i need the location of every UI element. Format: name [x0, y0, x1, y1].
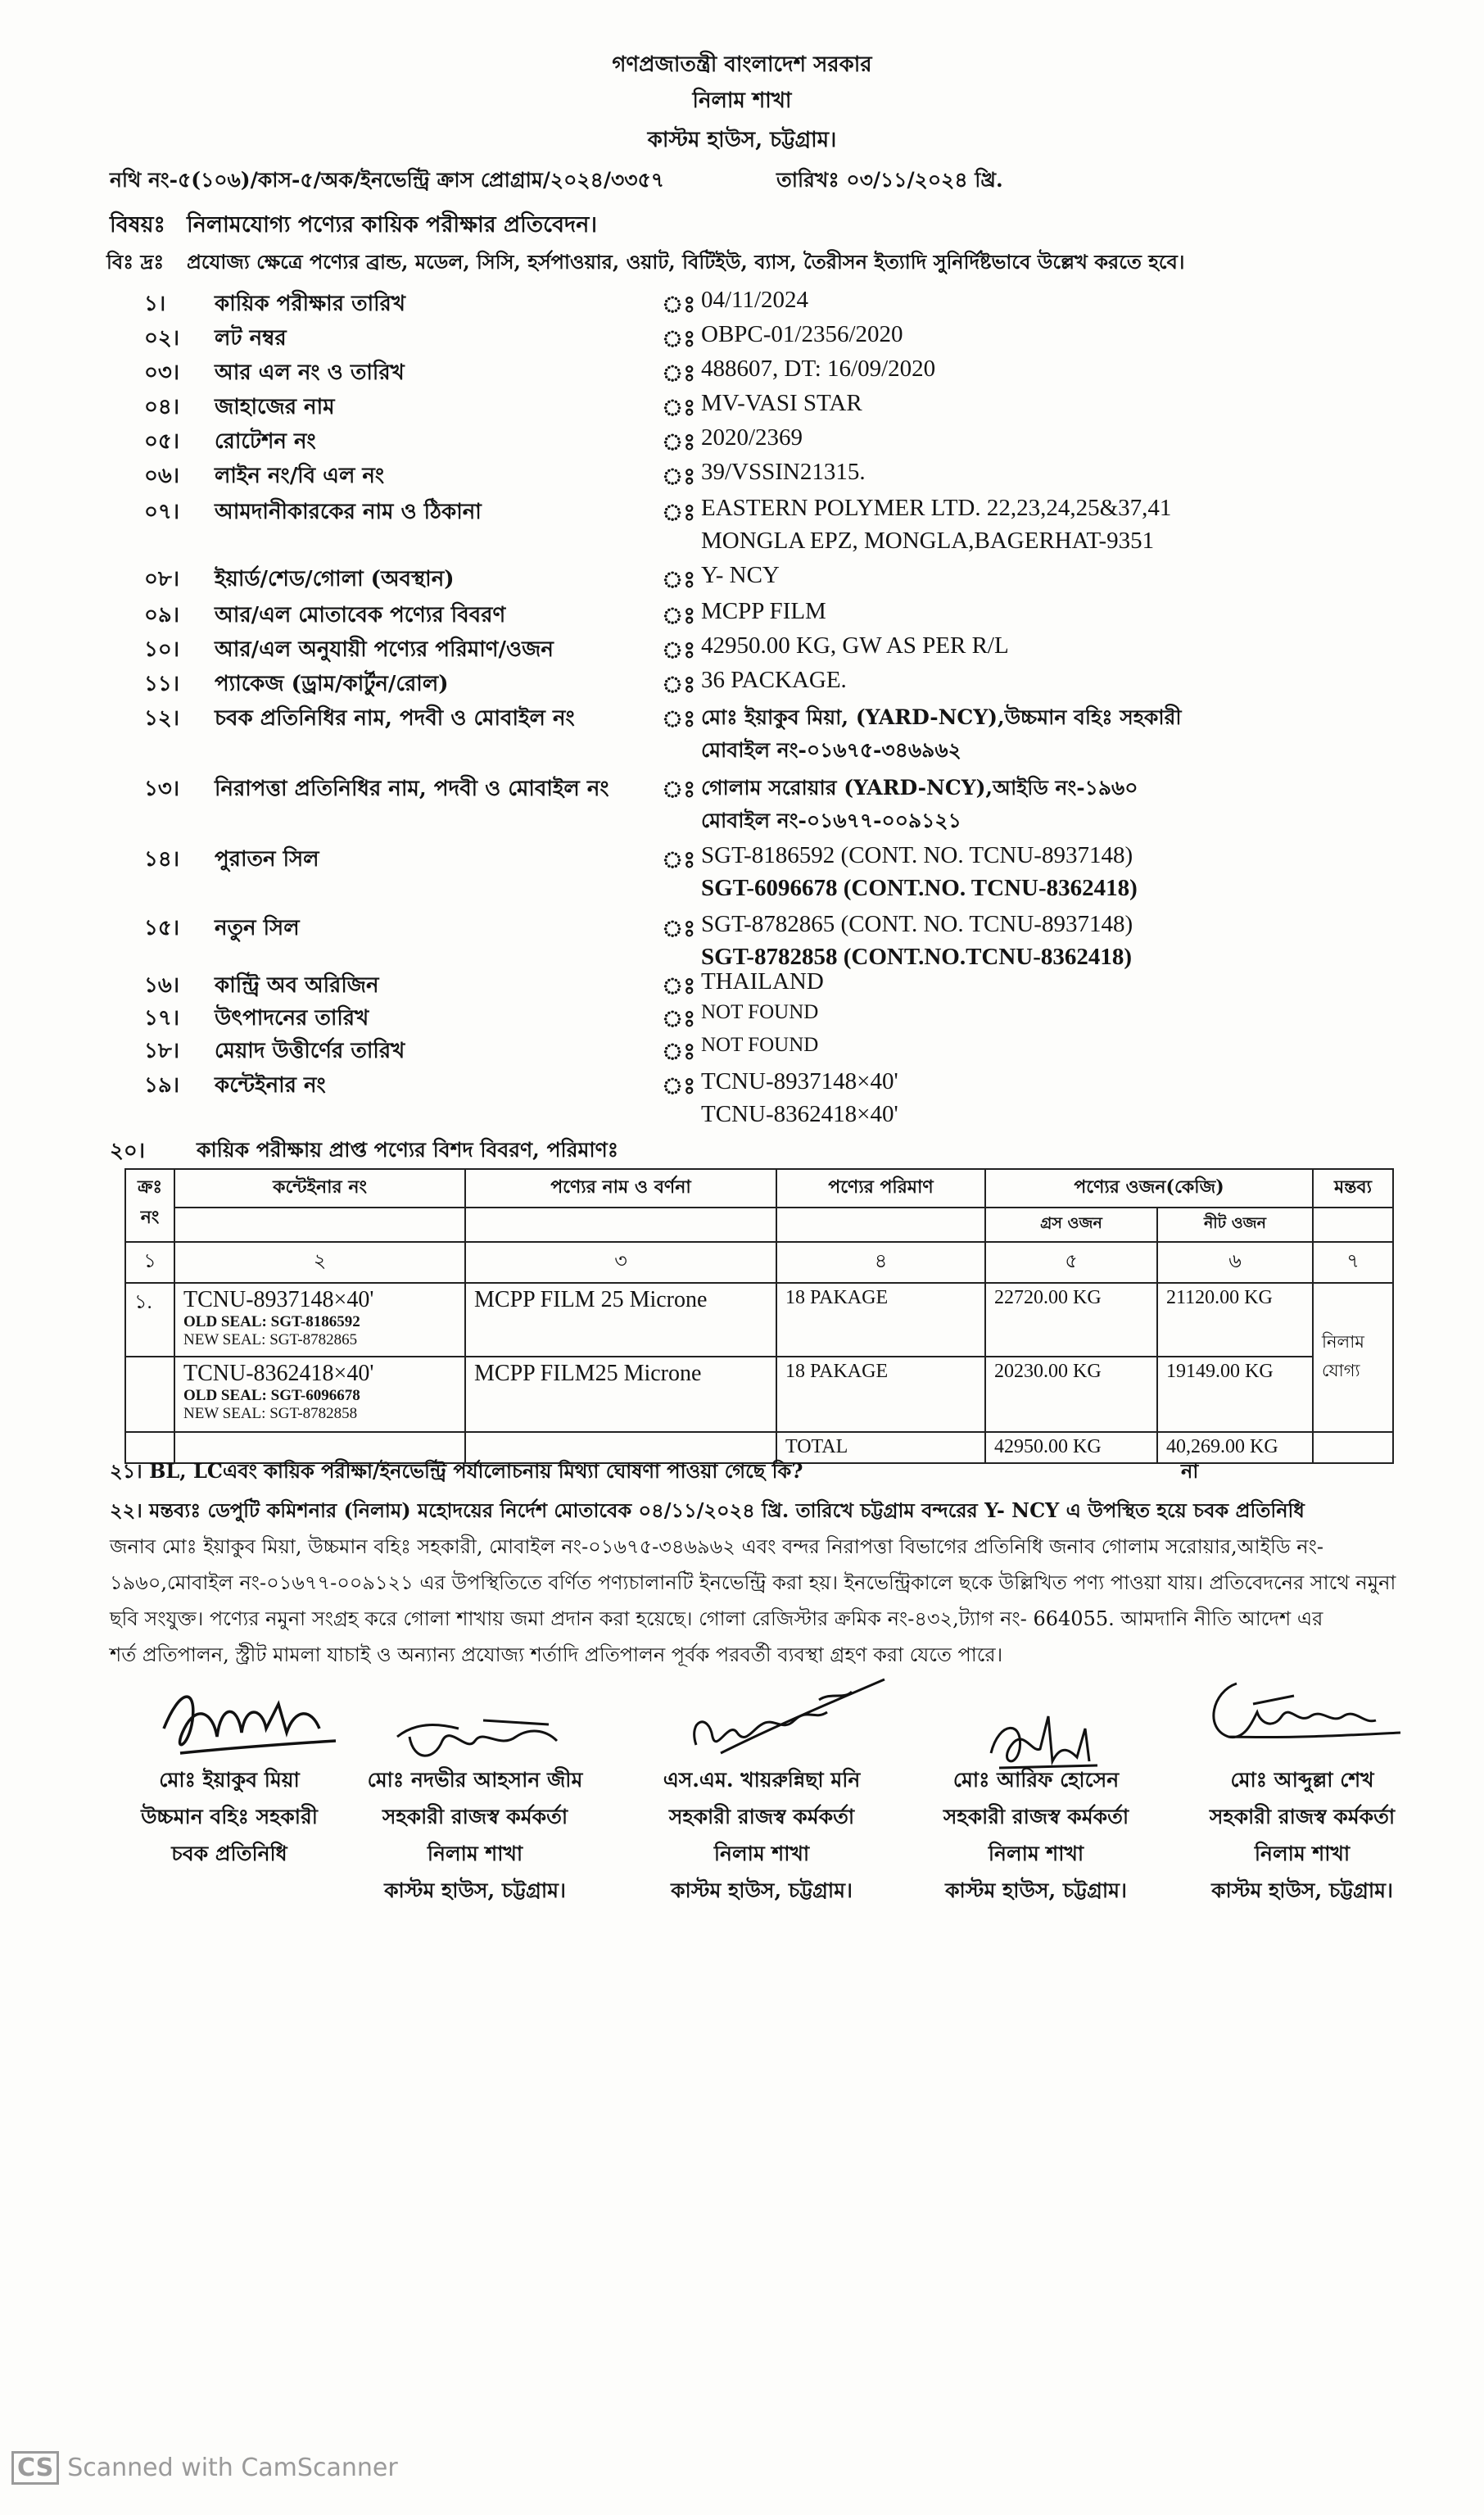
item22-line: জনাব মোঃ ইয়াকুব মিয়া, উচ্চমান বহিঃ সহকারী, মোবাইল নং-০১৬৭৫-৩৪৬৯৬২ এবং বন্দর নিরাপত্তা বিভাগের প্রতিনিধি জনাব গোলাম সরোয়ার,আইডি নং-	[110, 1535, 1324, 1558]
col-header-qty: পণ্যের পরিমাণ	[776, 1169, 985, 1208]
table-header-row	[125, 1169, 1393, 1208]
field-value: MV-VASI STAR	[701, 390, 862, 416]
field-value: TCNU-8937148×40'	[701, 1068, 898, 1094]
field-label: লাইন নং/বি এল নং	[215, 464, 385, 488]
signatory-block	[1171, 1761, 1433, 1909]
table-colnum-row	[125, 1242, 1393, 1283]
field-value: গোলাম সরোয়ার (YARD-NCY),আইডি নং-১৯৬০	[701, 776, 1138, 800]
field-value: OBPC-01/2356/2020	[701, 321, 903, 347]
field-number: ০৮।	[144, 567, 180, 591]
field-colon: ঃ	[662, 428, 696, 455]
row-sl: ১.	[125, 1283, 174, 1357]
row-net: 21120.00 KG	[1157, 1283, 1313, 1357]
field-number: ১৪।	[144, 847, 180, 872]
field-value: 42950.00 KG, GW AS PER R/L	[701, 632, 1009, 659]
old-seal: OLD SEAL: SGT-6096678	[183, 1387, 360, 1404]
field-label: মেয়াদ উত্তীর্ণের তারিখ	[215, 1039, 405, 1063]
field-colon: ঃ	[662, 972, 696, 999]
reference-number: নথি নং-৫(১০৬)/কাস-৫/অক/ইনভেন্ট্রি ক্রাস প্রোগ্রাম/২০২৪/৩৩৫৭	[110, 168, 665, 192]
field-value: SGT-8782865 (CONT. NO. TCNU-8937148)	[701, 911, 1133, 937]
field-value: 39/VSSIN21315.	[701, 459, 866, 485]
row-container	[174, 1357, 465, 1432]
field-colon: ঃ	[662, 846, 696, 873]
field-number: ১২।	[144, 706, 180, 731]
field-number: ০৩।	[144, 360, 180, 385]
row-gross: 22720.00 KG	[985, 1283, 1157, 1357]
signatory-name: মোঃ আব্দুল্লা শেখ	[1230, 1768, 1374, 1792]
note-label: বিঃ দ্রঃ	[106, 250, 165, 274]
field-value: SGT-6096678 (CONT.NO. TCNU-8362418)	[701, 875, 1138, 901]
new-seal: NEW SEAL: SGT-8782865	[183, 1331, 358, 1348]
row-container	[174, 1283, 465, 1357]
field-label: নতুন সিল	[215, 916, 300, 940]
branch-name: নিলাম শাখা	[692, 88, 792, 113]
field-number: ১৫।	[144, 916, 180, 940]
field-label: আর/এল অনুযায়ী পণ্যের পরিমাণ/ওজন	[215, 637, 554, 662]
field-label: ইয়ার্ড/শেড/গোলা (অবস্থান)	[215, 567, 455, 591]
field-number: ০২।	[144, 326, 180, 351]
table-row	[125, 1357, 1393, 1432]
scanner-watermark	[11, 2451, 398, 2485]
office-name: কাস্টম হাউস, চট্টগ্রাম।	[647, 128, 837, 152]
field-value: EASTERN POLYMER LTD. 22,23,24,25&37,41	[701, 495, 1172, 521]
field-number: ১৮।	[144, 1039, 180, 1063]
field-label: আর এল নং ও তারিখ	[215, 360, 405, 385]
field-label: আমদানীকারকের নাম ও ঠিকানা	[215, 500, 482, 524]
signatory-title: সহকারী রাজস্ব কর্মকর্তা	[943, 1805, 1129, 1828]
field-label: নিরাপত্তা প্রতিনিধির নাম, পদবী ও মোবাইল নং	[215, 777, 609, 801]
signatory-dept: নিলাম শাখা	[427, 1842, 523, 1865]
field-colon: ঃ	[662, 360, 696, 387]
field-value: 36 PACKAGE.	[701, 667, 847, 693]
field-value: NOT FOUND	[701, 1001, 819, 1023]
total-gross: 42950.00 KG	[985, 1432, 1157, 1463]
field-colon: ঃ	[662, 394, 696, 421]
field-colon: ঃ	[662, 1038, 696, 1065]
row-goods: MCPP FILM 25 Microne	[465, 1283, 776, 1357]
field-value: 04/11/2024	[701, 287, 809, 313]
signatory-office: কাস্টম হাউস, চট্টগ্রাম।	[945, 1878, 1127, 1902]
field-label: জাহাজের নাম	[215, 395, 335, 419]
signatory-name: মোঃ নদভীর আহসান জীম	[367, 1768, 583, 1792]
field-colon: ঃ	[662, 566, 696, 593]
signatory-title: সহকারী রাজস্ব কর্মকর্তা	[382, 1805, 568, 1828]
total-label: TOTAL	[776, 1432, 985, 1463]
old-seal: OLD SEAL: SGT-8186592	[183, 1313, 360, 1330]
field-number: ০৪।	[144, 395, 180, 419]
colnum: ৬	[1157, 1242, 1313, 1283]
goods-table	[124, 1168, 1394, 1464]
signatory-dept: নিলাম শাখা	[713, 1842, 810, 1865]
item22-line: ১৯৬০,মোবাইল নং-০১৬৭৭-০০৯১২১ এর উপস্থিতিতে বর্ণিত পণ্যচালানটি ইনভেন্ট্রি করা হয়। ইনভেন্ট্রিকালে ছকে উল্লিখিত পণ্য পাওয়া যায়। প্রতিবেদনের সাথে নমুনা	[110, 1571, 1396, 1594]
col-header-container: কন্টেইনার নং	[174, 1169, 465, 1208]
signatory-title: উচ্চমান বহিঃ সহকারী	[141, 1805, 318, 1828]
colnum: ৩	[465, 1242, 776, 1283]
row-sl	[125, 1357, 174, 1432]
container-number: TCNU-8937148×40'	[183, 1287, 374, 1312]
total-net: 40,269.00 KG	[1157, 1432, 1313, 1463]
signatory-dept: চবক প্রতিনিধি	[171, 1842, 287, 1865]
table-subheader-row	[125, 1208, 1393, 1242]
signatory-dept: নিলাম শাখা	[1254, 1842, 1351, 1865]
signature-3	[672, 1671, 901, 1770]
field-label: উৎপাদনের তারিখ	[215, 1006, 369, 1031]
field-value: NOT FOUND	[701, 1034, 819, 1056]
field-colon: ঃ	[662, 1072, 696, 1099]
field-label: চবক প্রতিনিধির নাম, পদবী ও মোবাইল নং	[215, 706, 575, 731]
field-number: ১৯।	[144, 1073, 180, 1098]
field-label: কান্ট্রি অব অরিজিন	[215, 973, 379, 998]
col-header-goods: পণ্যের নাম ও বর্ণনা	[465, 1169, 776, 1208]
field-value: মোঃ ইয়াকুব মিয়া, (YARD-NCY),উচ্চমান বহিঃ সহকারী	[701, 705, 1182, 729]
scanner-text: Scanned with CamScanner	[67, 2454, 398, 2482]
subject-label: বিষয়ঃ	[110, 212, 165, 238]
field-value: MCPP FILM	[701, 598, 826, 624]
item21-question: ২১। BL, LCএবং কায়িক পরীক্ষা/ইনভেন্ট্রি পর্যালোচনায় মিথ্যা ঘোষণা পাওয়া গেছে কি?	[110, 1459, 803, 1483]
field-value: THAILAND	[701, 968, 824, 995]
signatory-block	[106, 1761, 352, 1872]
field-label: কন্টেইনার নং	[215, 1073, 326, 1098]
section20-number: ২০।	[110, 1139, 146, 1163]
camscanner-logo: CS	[11, 2451, 59, 2485]
signatory-title: সহকারী রাজস্ব কর্মকর্তা	[668, 1805, 855, 1828]
new-seal: NEW SEAL: SGT-8782858	[183, 1405, 358, 1422]
item22-line: শর্ত প্রতিপালন, স্ট্রীট মামলা যাচাই ও অন্যান্য প্রযোজ্য শর্তাদি প্রতিপালন পূর্বক পরবর্তী ব্যবস্থা গ্রহণ করা যেতে পারে।	[110, 1643, 1003, 1666]
signatory-office: কাস্টম হাউস, চট্টগ্রাম।	[671, 1878, 853, 1902]
item22-line: ২২। মন্তব্যঃ ডেপুটি কমিশনার (নিলাম) মহোদয়ের নির্দেশ মোতাবেক ০৪/১১/২০২৪ খ্রি. তারিখে চট্টগ্রাম বন্দরের Y- NCY এ উপস্থিত হয়ে চবক প্রতিনিধি	[110, 1498, 1305, 1522]
field-label: রোটেশন নং	[215, 429, 316, 454]
col-header-net: নীট ওজন	[1157, 1208, 1313, 1242]
field-number: ০৯।	[144, 603, 180, 628]
section20-title: কায়িক পরীক্ষায় প্রাপ্ত পণ্যের বিশদ বিবরণ, পরিমাণঃ	[197, 1138, 619, 1162]
signature-1	[147, 1671, 360, 1770]
signatory-block	[913, 1761, 1159, 1909]
field-label: কায়িক পরীক্ষার তারিখ	[215, 292, 405, 316]
row-remarks: নিলাম যোগ্য	[1313, 1283, 1393, 1432]
field-colon: ঃ	[662, 499, 696, 526]
signatory-name: মোঃ ইয়াকুব মিয়া	[159, 1768, 300, 1792]
field-label: পুরাতন সিল	[215, 847, 319, 872]
field-colon: ঃ	[662, 705, 696, 732]
signatory-block	[352, 1761, 598, 1909]
field-number: ১৩।	[144, 777, 180, 801]
signatory-dept: নিলাম শাখা	[988, 1842, 1084, 1865]
field-colon: ঃ	[662, 776, 696, 803]
field-colon: ঃ	[662, 637, 696, 664]
signature-2	[385, 1704, 573, 1770]
signatory-office: কাস্টম হাউস, চট্টগ্রাম।	[1211, 1878, 1393, 1902]
field-label: প্যাকেজ (ড্রাম/কার্টুন/রোল)	[215, 672, 449, 696]
signature-5	[1196, 1663, 1409, 1753]
field-number: ১১।	[144, 672, 180, 696]
field-label: আর/এল মোতাবেক পণ্যের বিবরণ	[215, 603, 506, 628]
field-number: ১৭।	[144, 1006, 180, 1031]
field-number: ১৬।	[144, 973, 180, 998]
field-colon: ঃ	[662, 602, 696, 629]
signatory-office: কাস্টম হাউস, চট্টগ্রাম।	[384, 1878, 566, 1902]
signatory-name: এস.এম. খায়রুন্নিছা মনি	[663, 1768, 861, 1792]
field-value: TCNU-8362418×40'	[701, 1101, 898, 1127]
field-colon: ঃ	[662, 291, 696, 318]
field-colon: ঃ	[662, 1005, 696, 1032]
field-value: Y- NCY	[701, 562, 780, 588]
field-value: 488607, DT: 16/09/2020	[701, 356, 936, 382]
signatory-name: মোঃ আরিফ হোসেন	[952, 1768, 1120, 1792]
field-colon: ঃ	[662, 463, 696, 490]
table-row	[125, 1283, 1393, 1357]
govt-title: গণপ্রজাতন্ত্রী বাংলাদেশ সরকার	[612, 52, 872, 77]
field-value: 2020/2369	[701, 424, 803, 451]
colnum: ৪	[776, 1242, 985, 1283]
colnum: ২	[174, 1242, 465, 1283]
item21-answer: না	[1181, 1459, 1199, 1483]
field-value: মোবাইল নং-০১৬৭৫-৩৪৬৯৬২	[701, 738, 961, 762]
note-text: প্রযোজ্য ক্ষেত্রে পণ্যের ব্রান্ড, মডেল, সিসি, হর্সপাওয়ার, ওয়াট, বিটিইউ, ব্যাস, তৈরীসন ইত্যাদি সুনির্দিষ্টভাবে উল্লেখ করতে হবে।	[187, 250, 1185, 274]
signatory-block	[639, 1761, 885, 1909]
field-value: SGT-8782858 (CONT.NO.TCNU-8362418)	[701, 944, 1133, 970]
field-colon: ঃ	[662, 325, 696, 352]
field-value: MONGLA EPZ, MONGLA,BAGERHAT-9351	[701, 528, 1155, 554]
row-qty: 18 PAKAGE	[776, 1357, 985, 1432]
field-label: লট নম্বর	[215, 326, 287, 351]
field-number: ০৬।	[144, 464, 180, 488]
row-qty: 18 PAKAGE	[776, 1283, 985, 1357]
col-header-gross: গ্রস ওজন	[985, 1208, 1157, 1242]
field-number: ১০।	[144, 637, 180, 662]
colnum: ৭	[1313, 1242, 1393, 1283]
field-value: SGT-8186592 (CONT. NO. TCNU-8937148)	[701, 842, 1133, 868]
col-header-remarks: মন্তব্য	[1313, 1169, 1393, 1208]
container-number: TCNU-8362418×40'	[183, 1361, 374, 1386]
field-colon: ঃ	[662, 915, 696, 942]
row-gross: 20230.00 KG	[985, 1357, 1157, 1432]
field-number: ১।	[144, 292, 166, 316]
field-colon: ঃ	[662, 671, 696, 698]
colnum: ৫	[985, 1242, 1157, 1283]
signatory-title: সহকারী রাজস্ব কর্মকর্তা	[1209, 1805, 1396, 1828]
item22-line: ছবি সংযুক্ত। পণ্যের নমুনা সংগ্রহ করে গোলা শাখায় জমা প্রদান করা হয়েছে। গোলা রেজিস্টার ক্রমিক নং-৪৩২,ট্যাগ নং- 664055. আমদানি নীতি আদেশ এর	[110, 1607, 1323, 1630]
subject-text: নিলামযোগ্য পণ্যের কায়িক পরীক্ষার প্রতিবেদন।	[187, 212, 597, 238]
row-net: 19149.00 KG	[1157, 1357, 1313, 1432]
reference-date: তারিখঃ ০৩/১১/২০২৪ খ্রি.	[776, 168, 1003, 192]
row-goods: MCPP FILM25 Microne	[465, 1357, 776, 1432]
colnum: ১	[125, 1242, 174, 1283]
field-number: ০৭।	[144, 500, 180, 524]
field-number: ০৫।	[144, 429, 180, 454]
field-value: মোবাইল নং-০১৬৭৭-০০৯১২১	[701, 809, 961, 832]
col-header-sl: ক্রঃ নং	[125, 1169, 174, 1242]
col-header-weight: পণ্যের ওজন(কেজি)	[985, 1169, 1313, 1208]
